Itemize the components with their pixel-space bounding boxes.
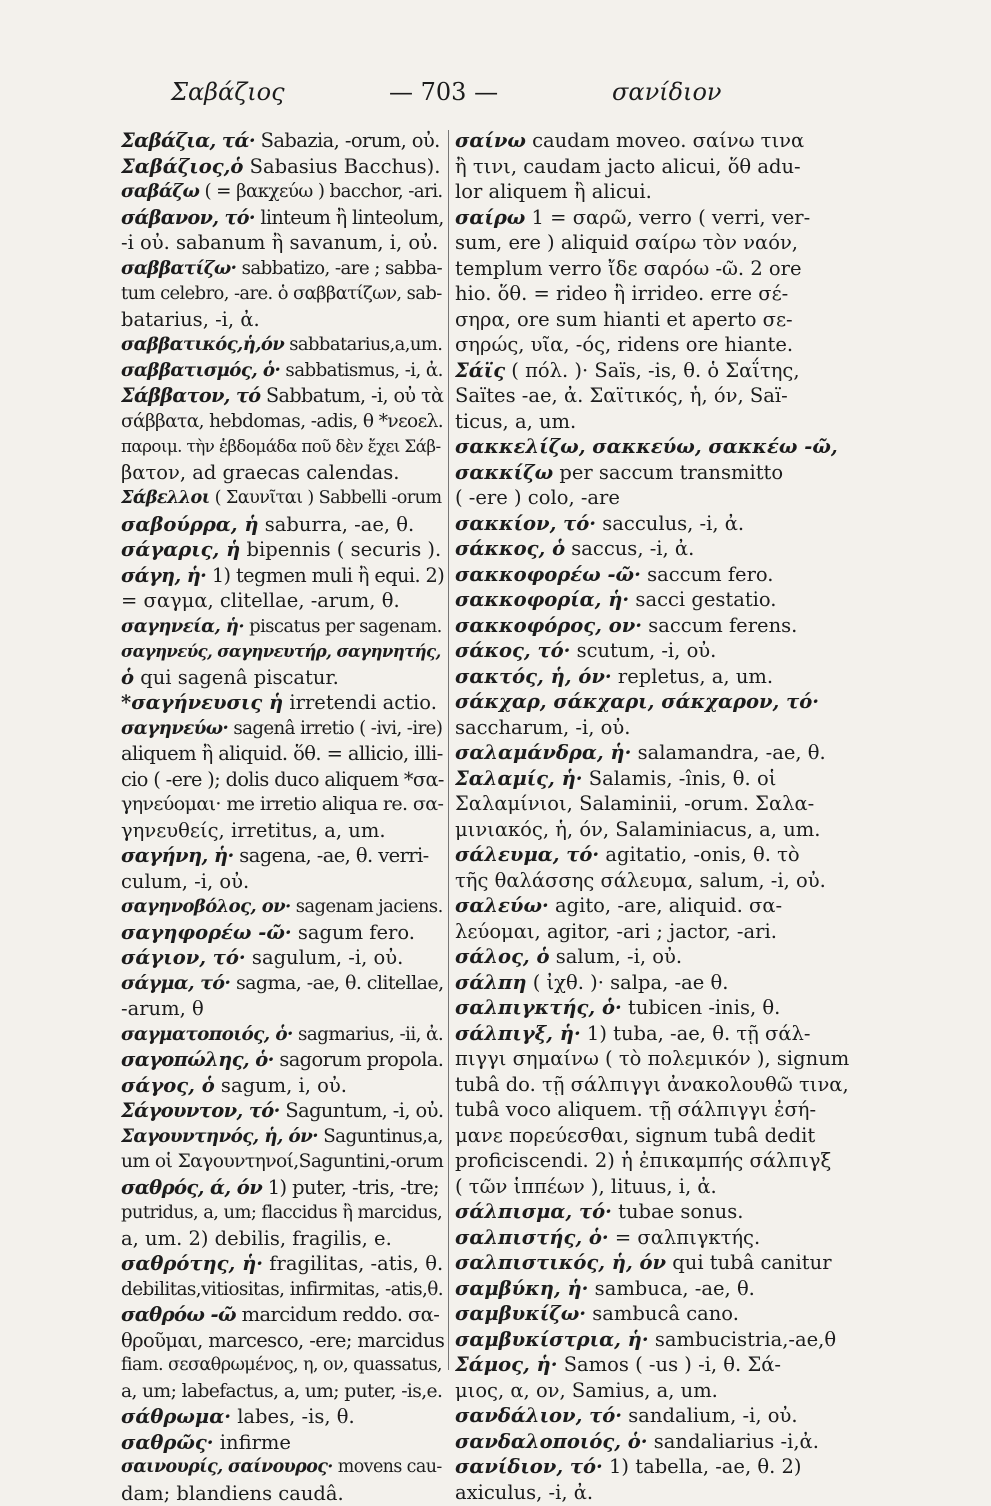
definition-text: tubâ do. τῇ σάλπιγγι ἀνακολουθῶ τινα, — [455, 1073, 849, 1096]
definition-text: ἢ τινι, caudam jacto alicui, ὅθ adu- — [455, 155, 801, 178]
dictionary-entry-line — [121, 409, 444, 435]
definition-text: movens cau- — [333, 1457, 442, 1477]
dictionary-entry-line — [455, 842, 855, 868]
headword: σάγιον, τό· — [121, 946, 246, 969]
definition-text: batarius, -i, ἀ. — [121, 308, 260, 331]
dictionary-entry-line — [121, 1455, 444, 1481]
headword: σακκίον, τό· — [455, 512, 596, 535]
definition-text: sabbatismus, -i, ἀ. — [280, 360, 443, 381]
definition-text: σάββατα, hebdomas, -adis, θ *νεοελ. — [121, 411, 443, 432]
definition-text: tubâ voco aliquem. τῇ σάλπιγγι ἐσή- — [455, 1098, 816, 1121]
dictionary-entry-line — [455, 817, 855, 843]
dictionary-entry-line — [121, 1481, 444, 1506]
definition-text: sagulum, -i, οὐ. — [246, 946, 404, 969]
headword: σαμβύκη, ἡ· — [455, 1277, 588, 1300]
page-number: — 703 — — [389, 78, 498, 106]
headword: σαγήνη, ἡ· — [121, 844, 234, 867]
headword: σαμβυκίστρια, ἡ· — [455, 1328, 649, 1351]
dictionary-entry-line — [121, 485, 444, 512]
dictionary-entry-line — [455, 1046, 855, 1072]
headword: σακτός, ἡ, όν· — [455, 665, 612, 688]
column-divider — [448, 130, 449, 1370]
dictionary-entry-line — [455, 485, 855, 511]
dictionary-entry-line — [121, 1200, 444, 1226]
dictionary-entry-line — [455, 281, 855, 307]
dictionary-entry-line — [455, 1276, 855, 1302]
dictionary-entry-line — [121, 665, 444, 691]
dictionary-entry-line — [455, 1021, 855, 1047]
dictionary-entry-line — [121, 179, 444, 205]
dictionary-entry-line — [121, 920, 444, 946]
headword: σάβανον, τό· — [121, 206, 255, 229]
headword: Σάγουντον, τό· — [121, 1099, 280, 1122]
dictionary-entry-line — [121, 256, 444, 282]
dictionary-entry-line — [455, 511, 855, 537]
dictionary-entry-line — [121, 358, 444, 384]
definition-text: linteum ἢ linteolum, — [255, 206, 444, 229]
headword: σαββατικός,ἡ,όν — [121, 334, 284, 355]
dictionary-entry-line — [121, 741, 444, 767]
definition-text: ( -ere ) colo, -are — [455, 486, 620, 509]
dictionary-entry-line — [121, 332, 444, 358]
dictionary-entry-line — [121, 512, 444, 538]
dictionary-entry-line — [455, 383, 855, 409]
definition-text: saburra, -ae, θ. — [259, 513, 415, 536]
left-column — [121, 128, 444, 1506]
dictionary-entry-line — [455, 868, 855, 894]
definition-text: Saïtes -ae, ἀ. Σαϊτικός, ἡ, όν, Saï- — [455, 384, 788, 407]
headword: σάλευμα, τό· — [455, 843, 599, 866]
definition-text: θροῦμαι, marcesco, -ere; marcidus — [121, 1329, 444, 1352]
definition-text: sagum fero. — [292, 921, 415, 944]
headword: σαγοπώλης, ὁ· — [121, 1048, 274, 1071]
definition-text: ( πόλ. )· Saïs, -is, θ. ὁ Σαΐτης, — [505, 359, 799, 382]
headword: σαγματοποιός, ὁ· — [121, 1024, 293, 1045]
headword: σάγμα, τό· — [121, 972, 230, 994]
dictionary-entry-line — [121, 588, 444, 614]
definition-text: sagena, -ae, θ. verri- — [234, 844, 429, 867]
headword: σανδάλιον, τό· — [455, 1404, 622, 1427]
definition-text: 1) puter, -tris, -tre; — [262, 1176, 439, 1199]
definition-text: a, um; labefactus, a, um; puter, -is,e. — [121, 1381, 442, 1402]
headword: σαθρότης, ἡ· — [121, 1252, 263, 1275]
dictionary-entry-line — [121, 383, 444, 409]
dictionary-entry-line — [455, 919, 855, 945]
dictionary-entry-line — [121, 281, 444, 307]
headword: σαβάζω — [121, 181, 199, 202]
headword: σαλεύω· — [455, 894, 549, 917]
definition-text: piscatus per sagenam. — [244, 616, 442, 637]
headword: Σαγουντηνός, ἡ, όν· — [121, 1126, 318, 1147]
dictionary-entry-line — [455, 638, 855, 664]
headword: σαλπιστής, ὁ· — [455, 1226, 609, 1249]
definition-text: ticus, a, um. — [455, 410, 576, 433]
headword: ὁ — [121, 666, 134, 689]
definition-text: γηνευθείς, irretitus, a, um. — [121, 819, 386, 842]
definition-text: sandalium, -i, οὐ. — [622, 1404, 797, 1427]
dictionary-entry-line — [121, 1047, 444, 1073]
definition-text: a, um. 2) debilis, fragilis, e. — [121, 1227, 392, 1250]
dictionary-entry-line — [121, 690, 444, 716]
dictionary-entry-line — [455, 740, 855, 766]
headword: Σάβελλοι — [121, 487, 210, 508]
headword: σαββατισμός, ὁ· — [121, 360, 280, 381]
definition-text: caudam moveo. σαίνω τινα — [526, 129, 804, 152]
headword: σαίνω — [455, 129, 526, 152]
definition-text: axiculus, -i, ἀ. — [455, 1481, 593, 1504]
headword: σαθρῶς· — [121, 1431, 214, 1454]
definition-text: σηρώς, υῖα, -ός, ridens ore hiante. — [455, 333, 793, 356]
headword: σάλος, ὁ — [455, 945, 550, 968]
definition-text: sambucâ cano. — [586, 1302, 739, 1325]
headword: σανδαλοποιός, ὁ· — [455, 1430, 648, 1453]
headword: σάκχαρ, σάκχαρι, σάκχαρον, τό· — [455, 690, 819, 713]
definition-text: irretendi actio. — [283, 691, 437, 714]
dictionary-entry-line — [121, 639, 444, 665]
definition-text: = σαλπιγκτής. — [609, 1226, 760, 1249]
headword: σάλπισμα, τό· — [455, 1200, 612, 1223]
definition-text: -arum, θ — [121, 997, 204, 1020]
definition-text: agitatio, -onis, θ. τὸ — [599, 843, 799, 866]
definition-text: qui sagenâ piscatur. — [134, 666, 339, 689]
headword: σαθρός, ά, όν — [121, 1176, 262, 1199]
definition-text: scutum, -i, οὐ. — [570, 639, 716, 662]
definition-text: γηνεύομαι· me irretio aliqua re. σα- — [121, 793, 443, 815]
definition-text: Samos ( -us ) -i, θ. Σά- — [558, 1353, 782, 1376]
dictionary-entry-line — [455, 358, 855, 384]
dictionary-entry-line — [121, 1277, 444, 1303]
definition-text: ( = βακχεύω ) bacchor, -ari. — [199, 181, 442, 202]
definition-text: salamandra, -ae, θ. — [631, 741, 825, 764]
definition-text: λεύομαι, agitor, -ari ; jactor, -ari. — [455, 920, 777, 943]
dictionary-entry-line — [455, 791, 855, 817]
definition-text: sagorum propola. — [274, 1048, 444, 1071]
dictionary-entry-line — [121, 1353, 444, 1379]
headword: σάκκος, ὁ — [455, 537, 565, 560]
headword: *σαγήνευσις ἡ — [121, 691, 283, 714]
definition-text: saccum fero. — [641, 563, 774, 586]
definition-text: Saguntinus,a, — [318, 1126, 443, 1147]
header-left-guideword: Σαβάζιος — [171, 78, 285, 106]
dictionary-entry-line — [455, 179, 855, 205]
dictionary-entry-line — [455, 1403, 855, 1429]
definition-text: agito, -are, aliquid. σα- — [549, 894, 782, 917]
definition-text: 1) tuba, -ae, θ. τῇ σάλ- — [581, 1022, 811, 1045]
headword: σαγηνεύς, σαγηνευτήρ, σαγηνητής, — [121, 641, 441, 661]
dictionary-entry-line — [455, 1250, 855, 1276]
page-header — [0, 78, 991, 114]
headword: Σαλαμίς, ἡ· — [455, 767, 583, 790]
dictionary-entry-line — [455, 664, 855, 690]
definition-text: Σαλαμίνιοι, Salaminii, -orum. Σαλα- — [455, 792, 814, 815]
definition-text: sum, ere ) aliquid σαίρω τὸν ναόν, — [455, 231, 798, 254]
definition-text: sagenam jaciens. — [291, 896, 443, 917]
headword: σαίρω — [455, 206, 525, 229]
definition-text: sabbatarius,a,um. — [284, 334, 442, 355]
headword: σάλπη — [455, 971, 527, 994]
definition-text: μινιακός, ἡ, όν, Salaminiacus, a, um. — [455, 818, 820, 841]
dictionary-entry-line — [455, 613, 855, 639]
headword: σακκοφορία, ἡ· — [455, 588, 629, 611]
headword: σάγαρις, ἡ — [121, 538, 240, 561]
dictionary-entry-line — [455, 1148, 855, 1174]
dictionary-entry-line — [121, 1302, 444, 1328]
dictionary-entry-line — [455, 587, 855, 613]
dictionary-entry-line — [455, 1301, 855, 1327]
dictionary-entry-line — [455, 689, 855, 715]
dictionary-entry-line — [455, 1174, 855, 1200]
dictionary-entry-line — [121, 128, 444, 154]
dictionary-entry-line — [455, 1454, 855, 1480]
definition-text: μιος, α, ον, Samius, a, um. — [455, 1379, 718, 1402]
definition-text: sagum, i, οὐ. — [215, 1074, 347, 1097]
definition-text: um οἱ Σαγουντηνοί,Saguntini,-orum — [121, 1151, 443, 1172]
dictionary-entry-line — [455, 1429, 855, 1455]
dictionary-entry-line — [455, 256, 855, 282]
dictionary-entry-line — [455, 1123, 855, 1149]
definition-text: sacculus, -i, ἀ. — [596, 512, 744, 535]
definition-text: bipennis ( securis ). — [240, 538, 441, 561]
definition-text: putridus, a, um; flaccidus ἢ marcidus, — [121, 1202, 442, 1223]
dictionary-entry-line — [121, 1379, 444, 1405]
dictionary-entry-line — [455, 562, 855, 588]
definition-text: tum celebro, -are. ὁ σαββατίζων, sab- — [121, 283, 442, 304]
headword: σαινουρίς, σαίνουρος· — [121, 1457, 333, 1477]
definition-text: sandaliarius -i,ἀ. — [648, 1430, 819, 1453]
dictionary-entry-line — [121, 1430, 444, 1456]
headword: Σάμος, ἡ· — [455, 1353, 558, 1376]
definition-text: σηρα, ore sum hianti et aperto σε- — [455, 308, 793, 331]
dictionary-entry-line — [121, 945, 444, 971]
headword: σαββατίζω· — [121, 258, 236, 279]
definition-text: Sabasius Bacchus). — [243, 155, 440, 178]
definition-text: τῆς θαλάσσης σάλευμα, salum, -i, οὐ. — [455, 869, 826, 892]
dictionary-entry-line — [455, 1199, 855, 1225]
definition-text: sagenâ irretio ( -ivi, -ire) — [228, 718, 442, 739]
dictionary-entry-line — [121, 818, 444, 844]
dictionary-entry-line — [455, 995, 855, 1021]
dictionary-entry-line — [121, 971, 444, 997]
dictionary-entry-line — [121, 307, 444, 333]
definition-text: lor aliquem ἢ alicui. — [455, 180, 652, 203]
dictionary-entry-line — [121, 792, 444, 818]
dictionary-entry-line — [455, 332, 855, 358]
definition-text: proficiscendi. 2) ἡ ἐπικαμπής σάλπιγξ — [455, 1149, 831, 1172]
dictionary-entry-line — [455, 128, 855, 154]
dictionary-entry-line — [455, 307, 855, 333]
dictionary-entry-line — [121, 1328, 444, 1354]
headword: Σαβάζια, τά· — [121, 129, 255, 152]
definition-text: labes, -is, θ. — [231, 1405, 355, 1428]
definition-text: 1) tabella, -ae, θ. 2) — [603, 1455, 802, 1478]
definition-text: fragilitas, -atis, θ. — [263, 1252, 443, 1275]
dictionary-entry-line — [455, 154, 855, 180]
dictionary-entry-line — [121, 1124, 444, 1150]
dictionary-entry-line — [455, 409, 855, 435]
dictionary-entry-line — [455, 205, 855, 231]
definition-text: πιγγι σημαίνω ( τὸ πολεμικόν ), signum — [455, 1047, 849, 1070]
definition-text: tubae sonus. — [612, 1200, 744, 1223]
dictionary-entry-line — [455, 1480, 855, 1506]
dictionary-entry-line — [455, 1225, 855, 1251]
definition-text: sambucistria,-ae,θ — [649, 1328, 836, 1351]
definition-text: 1 = σαρῶ, verro ( verri, ver- — [525, 206, 810, 229]
dictionary-entry-line — [121, 1404, 444, 1430]
headword: σακκοφορέω -ῶ· — [455, 563, 641, 586]
headword: σαλπιγκτής, ὁ· — [455, 996, 622, 1019]
headword: σακκελίζω, σακκεύω, σακκέω -ῶ, — [455, 435, 838, 458]
dictionary-entry-line — [455, 715, 855, 741]
dictionary-entry-line — [121, 869, 444, 895]
definition-text: saccus, -i, ἀ. — [565, 537, 694, 560]
dictionary-entry-line — [455, 1327, 855, 1353]
headword: σάθρωμα· — [121, 1405, 231, 1428]
headword: σαγηνεύω· — [121, 718, 228, 739]
headword: σάλπιγξ, ἡ· — [455, 1022, 581, 1045]
headword: σαγηνεία, ἡ· — [121, 616, 244, 637]
dictionary-entry-line — [455, 460, 855, 486]
definition-text: Saguntum, -i, οὐ. — [280, 1099, 444, 1122]
definition-text: παροιμ. τὴν ἑβδομάδα ποῦ δὲν ἔχει Σάβ- — [121, 436, 441, 456]
definition-text: ( ἰχθ. )· salpa, -ae θ. — [527, 971, 729, 994]
dictionary-entry-line — [121, 996, 444, 1022]
definition-text: culum, -i, οὐ. — [121, 870, 249, 893]
headword: σαλπιστικός, ἡ, όν — [455, 1251, 666, 1274]
definition-text: = σαγμα, clitellae, -arum, θ. — [121, 589, 400, 612]
definition-text: -i οὐ. sabanum ἢ savanum, i, οὐ. — [121, 231, 438, 254]
definition-text: salum, -i, οὐ. — [550, 945, 683, 968]
definition-text: aliquem ἢ aliquid. ὅθ. = allicio, illi- — [121, 742, 443, 765]
dictionary-entry-line — [121, 716, 444, 742]
headword: σανίδιον, τό· — [455, 1455, 603, 1478]
dictionary-entry-line — [121, 1149, 444, 1175]
definition-text: sagma, -ae, θ. clitellae, — [230, 972, 443, 994]
definition-text: Salamis, -înis, θ. οἱ — [583, 767, 777, 790]
dictionary-entry-line — [455, 1097, 855, 1123]
headword: σαλαμάνδρα, ἡ· — [455, 741, 631, 764]
dictionary-entry-line — [121, 1175, 444, 1201]
dictionary-entry-line — [121, 537, 444, 563]
dictionary-entry-line — [455, 944, 855, 970]
definition-text: fiam. σεσαθρωμένος, η, ον, quassatus, — [121, 1355, 442, 1375]
definition-text: βατον, ad graecas calendas. — [121, 461, 399, 484]
headword: σάγος, ὁ — [121, 1074, 215, 1097]
definition-text: ( Σαυνῖται ) Sabbelli -orum — [210, 488, 442, 508]
dictionary-entry-line — [455, 766, 855, 792]
definition-text: qui tubâ canitur — [666, 1251, 831, 1274]
definition-text: 1) tegmen muli ἢ equi. 2) — [206, 564, 444, 587]
definition-text: dam; blandiens caudâ. — [121, 1482, 344, 1505]
definition-text: repletus, a, um. — [612, 665, 773, 688]
dictionary-entry-line — [121, 434, 444, 460]
header-right-guideword: σανίδιον — [612, 78, 722, 106]
dictionary-entry-line — [121, 767, 444, 793]
headword: σαγηφορέω -ῶ· — [121, 921, 292, 944]
definition-text: marcidum reddo. σα- — [236, 1303, 439, 1326]
definition-text: sambuca, -ae, θ. — [588, 1277, 754, 1300]
definition-text: tubicen -inis, θ. — [622, 996, 781, 1019]
dictionary-entry-line — [455, 434, 855, 460]
definition-text: sagmarius, -ii, ἀ. — [293, 1024, 443, 1045]
headword: Σάββατον, τό — [121, 384, 260, 407]
dictionary-entry-line — [121, 1251, 444, 1277]
definition-text: Sabazia, -orum, οὐ. — [255, 129, 440, 152]
dictionary-entry-line — [121, 1022, 444, 1048]
definition-text: ( τῶν ἱππέων ), lituus, i, ἀ. — [455, 1175, 717, 1198]
definition-text: saccharum, -i, οὐ. — [455, 716, 630, 739]
dictionary-entry-line — [121, 614, 444, 640]
dictionary-entry-line — [121, 843, 444, 869]
definition-text: per saccum transmitto — [553, 461, 783, 484]
headword: Σαβάζιος,ὁ — [121, 155, 243, 178]
definition-text: hio. ὅθ. = rideo ἢ irrideo. erre σέ- — [455, 282, 788, 305]
headword: σαβούρρα, ἡ — [121, 513, 259, 536]
dictionary-entry-line — [121, 563, 444, 589]
definition-text: infirme — [214, 1431, 291, 1454]
definition-text: cio ( -ere ); dolis duco aliquem *σα- — [121, 768, 444, 791]
definition-text: saccum ferens. — [642, 614, 797, 637]
dictionary-entry-line — [121, 1098, 444, 1124]
dictionary-entry-line — [121, 460, 444, 486]
definition-text: sacci gestatio. — [629, 588, 776, 611]
definition-text: templum verro ἴδε σαρόω -ῶ. 2 ore — [455, 257, 802, 280]
definition-text: debilitas,vitiositas, infirmitas, -atis,θ. — [121, 1279, 443, 1300]
dictionary-entry-line — [121, 230, 444, 256]
right-column — [455, 128, 855, 1505]
headword: σάκος, τό· — [455, 639, 570, 662]
headword: σαγηνοβόλος, ον· — [121, 896, 291, 917]
dictionary-entry-line — [455, 1072, 855, 1098]
definition-text: Sabbatum, -i, οὐ τὰ — [260, 384, 443, 407]
definition-text: sabbatizo, -are ; sabba- — [236, 258, 442, 279]
headword: σαμβυκίζω· — [455, 1302, 586, 1325]
dictionary-entry-line — [121, 894, 444, 920]
dictionary-entry-line — [455, 970, 855, 996]
dictionary-entry-line — [121, 205, 444, 231]
dictionary-entry-line — [121, 1073, 444, 1099]
headword: σακκοφόρος, ον· — [455, 614, 642, 637]
dictionary-entry-line — [455, 536, 855, 562]
dictionary-entry-line — [121, 1226, 444, 1252]
headword: Σάϊς — [455, 359, 505, 382]
definition-text: μανε πορεύεσθαι, signum tubâ dedit — [455, 1124, 815, 1147]
headword: σακκίζω — [455, 461, 553, 484]
dictionary-entry-line — [455, 893, 855, 919]
dictionary-entry-line — [455, 1352, 855, 1378]
headword: σαθρόω -ῶ — [121, 1303, 236, 1326]
dictionary-entry-line — [455, 1378, 855, 1404]
dictionary-entry-line — [455, 230, 855, 256]
headword: σάγη, ἡ· — [121, 564, 206, 587]
dictionary-entry-line — [121, 154, 444, 180]
